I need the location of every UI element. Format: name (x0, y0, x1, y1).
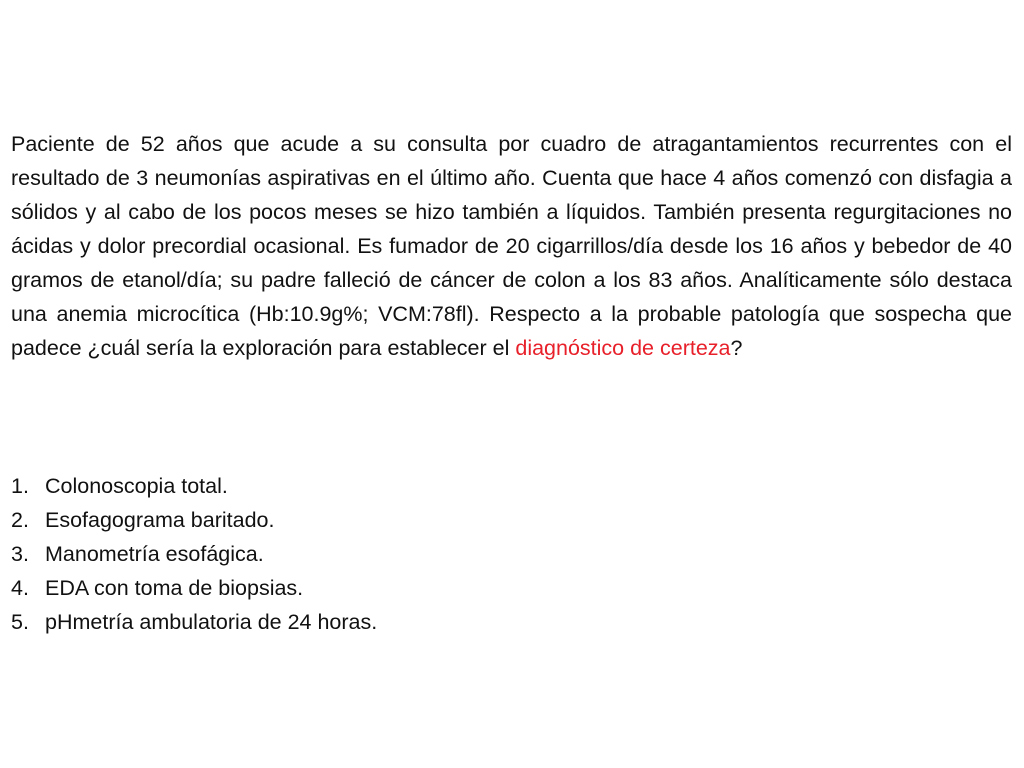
option-text: EDA con toma de biopsias. (45, 576, 304, 600)
option-number: 2. (11, 508, 29, 532)
answer-option (11, 503, 911, 537)
answer-option (11, 469, 911, 503)
answer-option (11, 537, 911, 571)
option-number: 4. (11, 576, 29, 600)
option-text: Esofagograma baritado. (45, 508, 275, 532)
question-highlight: diagnóstico de certeza (515, 336, 731, 360)
option-text: Manometría esofágica. (45, 542, 264, 566)
option-number: 3. (11, 542, 29, 566)
option-text: Colonoscopia total. (45, 474, 228, 498)
option-text: pHmetría ambulatoria de 24 horas. (45, 610, 378, 634)
answer-option (11, 571, 911, 605)
answer-options (11, 469, 911, 639)
option-number: 1. (11, 474, 29, 498)
question-body: Paciente de 52 años que acude a su consulta por cuadro de atragantamientos recurrentes con el resultado de 3 neumonías aspirativas en el último año. Cuenta que hace 4 años comenzó con disfagia a sólidos y al cabo de los pocos meses se hizo también a líquidos. También presenta regurgitaciones no ácidas y dolor precordial ocasional. Es fumador de 20 cigarrillos/día desde los 16 años y bebedor de 40 gramos de etanol/día; su padre falleció de cáncer de colon a los 83 años. Analíticamente sólo destaca una anemia microcítica (Hb:10.9g%; VCM:78fl). Respecto a la probable patología que sospecha que padece ¿cuál sería la exploración para establecer el (11, 132, 1012, 360)
question-end: ? (730, 336, 743, 360)
answer-option (11, 605, 911, 639)
option-number: 5. (11, 610, 29, 634)
question-text (11, 127, 1012, 365)
